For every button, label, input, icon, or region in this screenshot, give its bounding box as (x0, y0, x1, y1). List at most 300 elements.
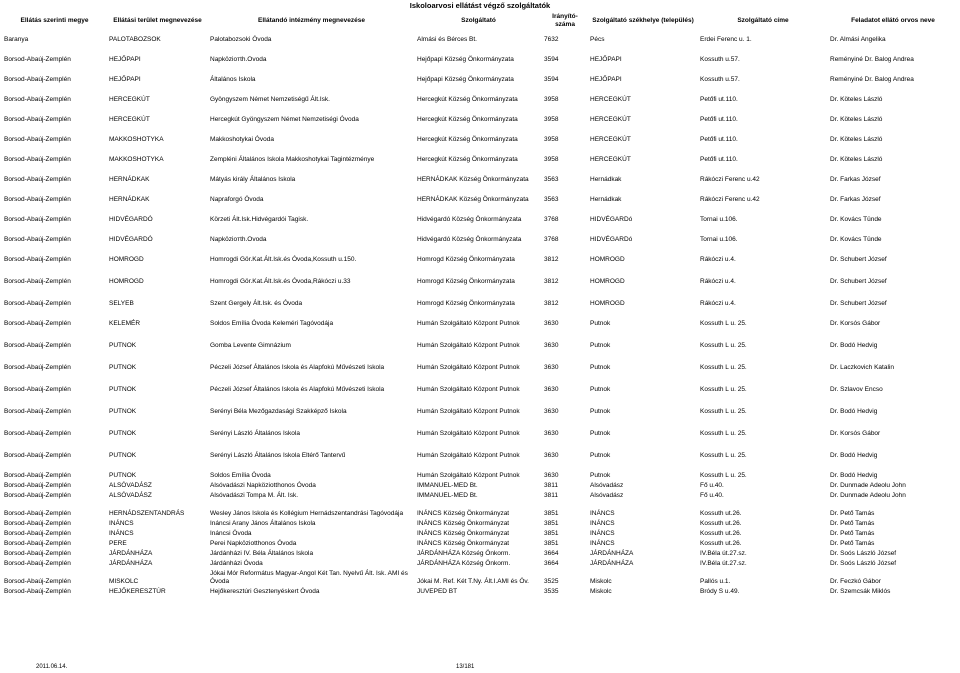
cell-seat: Putnok (588, 460, 698, 480)
cell-institution: Homrogdi Gör.Kat.Ált.Isk.és Óvoda,Kossuth u.150. (208, 244, 415, 264)
cell-provider: Hercegkút Község Önkormányzata (415, 124, 542, 144)
cell-seat: JÁRDÁNHÁZA (588, 548, 698, 558)
cell-seat: Putnok (588, 372, 698, 394)
cell-county: Borsod-Abaúj-Zemplén (2, 518, 107, 528)
cell-provider: Hejőpapi Község Önkormányzata (415, 64, 542, 84)
cell-zip: 3563 (542, 184, 588, 204)
cell-county: Borsod-Abaúj-Zemplén (2, 372, 107, 394)
cell-doctor: Dr. Korsós Gábor (828, 416, 958, 438)
cell-area: HEJŐKERESZTÚR (107, 586, 208, 596)
cell-doctor: Dr. Bodó Hedvig (828, 460, 958, 480)
table-row (2, 490, 958, 500)
cell-doctor: Dr. Schubert József (828, 286, 958, 308)
cell-area: HIDVÉGARDÓ (107, 224, 208, 244)
cell-county: Borsod-Abaúj-Zemplén (2, 538, 107, 548)
cell-zip: 3594 (542, 44, 588, 64)
table-row (2, 528, 958, 538)
cell-zip: 3958 (542, 144, 588, 164)
table-row (2, 372, 958, 394)
cell-county: Borsod-Abaúj-Zemplén (2, 124, 107, 144)
cell-address: Rákóczi Ferenc u.42 (698, 184, 828, 204)
cell-provider: Hidvégardó Község Önkormányzata (415, 204, 542, 224)
table-row (2, 164, 958, 184)
cell-institution: Perei Napköziotthonos Óvoda (208, 538, 415, 548)
table-row (2, 394, 958, 416)
cell-provider: Hidvégardó Község Önkormányzata (415, 224, 542, 244)
cell-zip: 3812 (542, 286, 588, 308)
cell-area: INÁNCS (107, 518, 208, 528)
cell-area: SELYEB (107, 286, 208, 308)
table-row (2, 500, 958, 518)
cell-seat: INÁNCS (588, 518, 698, 528)
cell-doctor: Dr. Soós László József (828, 548, 958, 558)
cell-seat: INÁNCS (588, 500, 698, 518)
cell-area: ALSÓVADÁSZ (107, 490, 208, 500)
col-header-zip: Irányító-száma (552, 13, 578, 28)
cell-doctor: Dr. Laczkovich Katalin (828, 350, 958, 372)
cell-zip: 3851 (542, 528, 588, 538)
cell-provider: HERNÁDKAK Község Önkormányzata (415, 164, 542, 184)
cell-seat: Putnok (588, 438, 698, 460)
table-row (2, 204, 958, 224)
cell-doctor: Dr. Farkas József (828, 164, 958, 184)
cell-institution: Jókai Mór Református Magyar-Angol Két Tan. Nyelvű Ált. Isk. AMI és Óvoda (208, 568, 415, 586)
cell-county: Borsod-Abaúj-Zemplén (2, 548, 107, 558)
cell-address: Kossuth L u. 25. (698, 350, 828, 372)
cell-area: PALOTABOZSOK (107, 32, 208, 44)
cell-doctor: Dr. Farkas József (828, 184, 958, 204)
cell-institution: Járdánházi Óvoda (208, 558, 415, 568)
cell-zip: 3811 (542, 480, 588, 490)
cell-seat: HOMROGD (588, 286, 698, 308)
cell-area: PUTNOK (107, 438, 208, 460)
cell-county: Borsod-Abaúj-Zemplén (2, 204, 107, 224)
cell-institution: Serényi Béla Mezőgazdasági Szakképző Iskola (208, 394, 415, 416)
cell-zip: 3630 (542, 460, 588, 480)
cell-county: Borsod-Abaúj-Zemplén (2, 500, 107, 518)
cell-zip: 3768 (542, 204, 588, 224)
cell-doctor: Dr. Bodó Hedvig (828, 438, 958, 460)
cell-seat: Putnok (588, 308, 698, 328)
cell-doctor: Dr. Bodó Hedvig (828, 328, 958, 350)
cell-provider: Homrogd Község Önkormányzata (415, 264, 542, 286)
cell-institution: Gyöngyszem Német Nemzetiségű Ált.Isk. (208, 84, 415, 104)
cell-provider: Humán Szolgáltató Központ Putnok (415, 416, 542, 438)
cell-provider: IMMANUEL-MED Bt. (415, 490, 542, 500)
cell-address: Tornai u.106. (698, 224, 828, 244)
table-row (2, 32, 958, 44)
cell-doctor: Dr. Feczkó Gábor (828, 568, 958, 586)
cell-institution: Alsóvadászi Tompa M. Ált. Isk. (208, 490, 415, 500)
cell-seat: INÁNCS (588, 528, 698, 538)
cell-address: Rákóczi Ferenc u.42 (698, 164, 828, 184)
cell-institution: Mátyás király Általános Iskola (208, 164, 415, 184)
cell-zip: 3630 (542, 394, 588, 416)
cell-institution: Palotabozsoki Óvoda (208, 32, 415, 44)
cell-institution: Szent Gergely Ált.Isk. és Óvoda (208, 286, 415, 308)
table-row (2, 416, 958, 438)
cell-county: Borsod-Abaúj-Zemplén (2, 586, 107, 596)
cell-address: Erdei Ferenc u. 1. (698, 32, 828, 44)
cell-address: Kossuth L u. 25. (698, 416, 828, 438)
cell-provider: Homrogd Község Önkormányzata (415, 244, 542, 264)
cell-provider: Jókai M. Ref. Két T.Ny. Ált.I.AMI és Óv. (415, 568, 542, 586)
cell-seat: Pécs (588, 32, 698, 44)
cell-area: PUTNOK (107, 460, 208, 480)
cell-institution: Wesley János Iskola és Kollégium Hernádszentandrási Tagóvodája (208, 500, 415, 518)
cell-county: Borsod-Abaúj-Zemplén (2, 264, 107, 286)
cell-seat: Putnok (588, 416, 698, 438)
cell-zip: 3664 (542, 548, 588, 558)
table-row (2, 438, 958, 460)
footer-date: 2011.06.14. (36, 664, 68, 670)
table-row (2, 144, 958, 164)
cell-area: MAKKOSHOTYKA (107, 144, 208, 164)
cell-area: HEJŐPAPI (107, 44, 208, 64)
cell-institution: Péczeli József Általános Iskola és Alapfokú Művészeti Iskola (208, 372, 415, 394)
cell-seat: HIDVÉGARDó (588, 204, 698, 224)
cell-address: Tornai u.106. (698, 204, 828, 224)
cell-institution: Körzeti Ált.Isk.Hidvégardói Tagisk. (208, 204, 415, 224)
header-row (2, 10, 958, 32)
cell-area: HEJŐPAPI (107, 64, 208, 84)
cell-institution: Általános Iskola (208, 64, 415, 84)
cell-address: Kossuth ut.26. (698, 500, 828, 518)
cell-address: Bródy S u.49. (698, 586, 828, 596)
cell-zip: 3958 (542, 84, 588, 104)
cell-institution: Serényi László Általános Iskola (208, 416, 415, 438)
table-row (2, 568, 958, 586)
cell-provider: Hercegkút Község Önkormányzata (415, 84, 542, 104)
cell-area: HERNÁDSZENTANDRÁS (107, 500, 208, 518)
cell-doctor: Dr. Kovács Tünde (828, 204, 958, 224)
cell-institution: Járdánházi IV. Béla Általános Iskola (208, 548, 415, 558)
cell-address: Kossuth L u. 25. (698, 328, 828, 350)
cell-zip: 7632 (542, 32, 588, 44)
cell-doctor: Dr. Pető Tamás (828, 528, 958, 538)
table-row (2, 124, 958, 144)
cell-seat: JÁRDÁNHÁZA (588, 558, 698, 568)
cell-county: Borsod-Abaúj-Zemplén (2, 44, 107, 64)
cell-zip: 3958 (542, 124, 588, 144)
cell-provider: Almási és Bérces Bt. (415, 32, 542, 44)
cell-county: Borsod-Abaúj-Zemplén (2, 460, 107, 480)
cell-area: JÁRDÁNHÁZA (107, 548, 208, 558)
table-row (2, 44, 958, 64)
cell-county: Borsod-Abaúj-Zemplén (2, 490, 107, 500)
cell-zip: 3630 (542, 308, 588, 328)
cell-zip: 3630 (542, 416, 588, 438)
cell-doctor: Dr. Pető Tamás (828, 500, 958, 518)
cell-area: HERCEGKÚT (107, 104, 208, 124)
cell-zip: 3525 (542, 568, 588, 586)
cell-address: Rákóczi u.4. (698, 264, 828, 286)
cell-doctor: Dr. Szlavov Encso (828, 372, 958, 394)
col-header-doctor: Feladatot ellátó orvos neve (851, 17, 935, 24)
cell-zip: 3812 (542, 244, 588, 264)
cell-area: ALSÓVADÁSZ (107, 480, 208, 490)
cell-county: Baranya (2, 32, 107, 44)
cell-address: Kossuth u.57. (698, 64, 828, 84)
cell-provider: HERNÁDKAK Község Önkormányzata (415, 184, 542, 204)
cell-doctor: Dr. Köteles László (828, 144, 958, 164)
cell-provider: INÁNCS Község Önkormányzat (415, 500, 542, 518)
cell-seat: Putnok (588, 394, 698, 416)
cell-seat: Alsóvadász (588, 490, 698, 500)
cell-institution: Ináncsi Arany János Általános Iskola (208, 518, 415, 528)
cell-area: PUTNOK (107, 394, 208, 416)
cell-address: IV.Béla út.27.sz. (698, 558, 828, 568)
cell-provider: JÁRDÁNHÁZA Község Önkorm. (415, 548, 542, 558)
cell-doctor: Dr. Bodó Hedvig (828, 394, 958, 416)
cell-address: Rákóczi u.4. (698, 286, 828, 308)
cell-address: Kossuth L u. 25. (698, 372, 828, 394)
cell-area: HERNÁDKAK (107, 184, 208, 204)
cell-seat: Putnok (588, 328, 698, 350)
cell-seat: Hernádkak (588, 164, 698, 184)
cell-provider: IMMANUEL-MED Bt. (415, 480, 542, 490)
cell-zip: 3851 (542, 500, 588, 518)
cell-county: Borsod-Abaúj-Zemplén (2, 568, 107, 586)
cell-zip: 3594 (542, 64, 588, 84)
cell-area: PUTNOK (107, 372, 208, 394)
cell-seat: HOMROGD (588, 264, 698, 286)
cell-area: PUTNOK (107, 350, 208, 372)
cell-area: PUTNOK (107, 328, 208, 350)
table-row (2, 518, 958, 528)
cell-institution: Gomba Levente Gimnázium (208, 328, 415, 350)
cell-institution: Soldos Emília Óvoda Keleméri Tagóvodája (208, 308, 415, 328)
cell-county: Borsod-Abaúj-Zemplén (2, 224, 107, 244)
cell-county: Borsod-Abaúj-Zemplén (2, 558, 107, 568)
cell-address: Kossuth ut.26. (698, 528, 828, 538)
cell-provider: Hercegkút Község Önkormányzata (415, 144, 542, 164)
table-row (2, 224, 958, 244)
cell-doctor: Dr. Dunmade Adeolu John (828, 490, 958, 500)
cell-seat: HOMROGD (588, 244, 698, 264)
cell-provider: Homrogd Község Önkormányzata (415, 286, 542, 308)
cell-address: Fő u.40. (698, 480, 828, 490)
page-title: Iskoloarvosi ellátást végző szolgáltatók (409, 1, 551, 10)
cell-county: Borsod-Abaúj-Zemplén (2, 244, 107, 264)
cell-provider: Humán Szolgáltató Központ Putnok (415, 438, 542, 460)
cell-institution: Hercegkút Gyöngyszem Német Nemzetiségi Óvoda (208, 104, 415, 124)
cell-doctor: Dr. Köteles László (828, 104, 958, 124)
table-row (2, 244, 958, 264)
col-header-seat: Szolgáltató székhelye (település) (592, 17, 694, 24)
cell-area: HIDVÉGARDÓ (107, 204, 208, 224)
cell-area: PUTNOK (107, 416, 208, 438)
cell-zip: 3851 (542, 538, 588, 548)
cell-county: Borsod-Abaúj-Zemplén (2, 144, 107, 164)
cell-doctor: Dr. Köteles László (828, 124, 958, 144)
cell-area: HOMROGD (107, 264, 208, 286)
cell-zip: 3958 (542, 104, 588, 124)
cell-county: Borsod-Abaúj-Zemplén (2, 84, 107, 104)
cell-address: IV.Béla út.27.sz. (698, 548, 828, 558)
col-header-county: Ellátás szerinti megye (20, 17, 89, 24)
cell-provider: Hercegkút Község Önkormányzata (415, 104, 542, 124)
cell-county: Borsod-Abaúj-Zemplén (2, 64, 107, 84)
cell-county: Borsod-Abaúj-Zemplén (2, 438, 107, 460)
cell-seat: HERCEGKÚT (588, 84, 698, 104)
cell-doctor: Dr. Soós László József (828, 558, 958, 568)
table-row (2, 558, 958, 568)
cell-county: Borsod-Abaúj-Zemplén (2, 286, 107, 308)
cell-zip: 3812 (542, 264, 588, 286)
cell-institution: Napközioтth.Ovoda (208, 44, 415, 64)
cell-institution: Soldos Emília Óvoda (208, 460, 415, 480)
col-header-area: Ellátási terület megnevezése (113, 17, 202, 24)
cell-institution: Ináncsi Óvoda (208, 528, 415, 538)
cell-area: HERNÁDKAK (107, 164, 208, 184)
cell-zip: 3630 (542, 438, 588, 460)
cell-provider: INÁNCS Község Önkormányzat (415, 528, 542, 538)
table-row (2, 460, 958, 480)
cell-seat: Miskolc (588, 568, 698, 586)
cell-provider: Humán Szolgáltató Központ Putnok (415, 394, 542, 416)
cell-address: Kossuth u.57. (698, 44, 828, 64)
cell-institution: Alsóvadászi Napköziotthonos Óvoda (208, 480, 415, 490)
cell-area: MAKKOSHOTYKA (107, 124, 208, 144)
cell-seat: HEJŐPAPI (588, 64, 698, 84)
cell-doctor: Dr. Schubert József (828, 244, 958, 264)
cell-zip: 3811 (542, 490, 588, 500)
cell-doctor: Dr. Pető Tamás (828, 518, 958, 528)
cell-area: HERCEGKÚT (107, 84, 208, 104)
cell-provider: Hejőpapi Község Önkormányzata (415, 44, 542, 64)
cell-doctor: Dr. Almási Angelika (828, 32, 958, 44)
cell-address: Kossuth L u. 25. (698, 308, 828, 328)
cell-seat: HEJŐPAPI (588, 44, 698, 64)
cell-address: Kossuth L u. 25. (698, 394, 828, 416)
table-row (2, 548, 958, 558)
cell-seat: Miskolc (588, 586, 698, 596)
cell-provider: Humán Szolgáltató Központ Putnok (415, 328, 542, 350)
cell-provider: JUVEPED BT (415, 586, 542, 596)
col-header-provider: Szolgáltató (461, 17, 496, 24)
cell-seat: Alsóvadász (588, 480, 698, 490)
cell-zip: 3630 (542, 372, 588, 394)
table-row (2, 586, 958, 596)
cell-provider: INÁNCS Község Önkormányzat (415, 538, 542, 548)
cell-seat: HERCEGKÚT (588, 104, 698, 124)
col-header-institution: Ellátandó intézmény megnevezése (258, 17, 365, 24)
table-row (2, 84, 958, 104)
table-row (2, 104, 958, 124)
cell-county: Borsod-Abaúj-Zemplén (2, 328, 107, 350)
cell-address: Kossuth L u. 25. (698, 438, 828, 460)
cell-zip: 3630 (542, 328, 588, 350)
cell-zip: 3630 (542, 350, 588, 372)
col-header-address: Szolgáltató címe (737, 17, 789, 24)
cell-county: Borsod-Abaúj-Zemplén (2, 104, 107, 124)
cell-seat: HERCEGKÚT (588, 124, 698, 144)
cell-institution: Napraforgó Óvoda (208, 184, 415, 204)
cell-seat: Putnok (588, 350, 698, 372)
cell-address: Fő u.40. (698, 490, 828, 500)
cell-institution: Hejőkeresztúri Gesztenyéskert Óvoda (208, 586, 415, 596)
table-row (2, 538, 958, 548)
cell-address: Kossuth L u. 25. (698, 460, 828, 480)
cell-provider: JÁRDÁNHÁZA Község Önkorm. (415, 558, 542, 568)
cell-address: Rákóczi u.4. (698, 244, 828, 264)
cell-county: Borsod-Abaúj-Zemplén (2, 184, 107, 204)
page-number: 13/181 (456, 664, 475, 670)
cell-area: KELEMÉR (107, 308, 208, 328)
cell-county: Borsod-Abaúj-Zemplén (2, 416, 107, 438)
table-row (2, 64, 958, 84)
provider-table (2, 10, 958, 597)
cell-area: PERE (107, 538, 208, 548)
cell-address: Petőfi ut.110. (698, 84, 828, 104)
cell-address: Petőfi ut.110. (698, 144, 828, 164)
cell-county: Borsod-Abaúj-Zemplén (2, 164, 107, 184)
cell-zip: 3563 (542, 164, 588, 184)
cell-doctor: Dr. Szemcsák Miklós (828, 586, 958, 596)
table-row (2, 308, 958, 328)
cell-address: Kossuth ut.26. (698, 538, 828, 548)
cell-county: Borsod-Abaúj-Zemplén (2, 308, 107, 328)
cell-doctor: Dr. Korsós Gábor (828, 308, 958, 328)
cell-institution: Homrogdi Gör.Kat.Ált.Isk.és Óvoda,Rákóczi u.33 (208, 264, 415, 286)
cell-area: MISKOLC (107, 568, 208, 586)
cell-doctor: Reményiné Dr. Balog Andrea (828, 64, 958, 84)
cell-doctor: Reményiné Dr. Balog Andrea (828, 44, 958, 64)
cell-provider: INÁNCS Község Önkormányzat (415, 518, 542, 528)
cell-provider: Humán Szolgáltató Központ Putnok (415, 308, 542, 328)
table-row (2, 264, 958, 286)
cell-address: Pallós u.1. (698, 568, 828, 586)
table-row (2, 184, 958, 204)
cell-area: HOMROGD (107, 244, 208, 264)
table-row (2, 286, 958, 308)
cell-provider: Humán Szolgáltató Központ Putnok (415, 460, 542, 480)
cell-seat: HIDVÉGARDó (588, 224, 698, 244)
cell-doctor: Dr. Pető Tamás (828, 538, 958, 548)
cell-county: Borsod-Abaúj-Zemplén (2, 480, 107, 490)
cell-institution: Serényi László Általános Iskola Eltérő Tantervű (208, 438, 415, 460)
table-row (2, 480, 958, 490)
cell-institution: Makkoshotykai Óvoda (208, 124, 415, 144)
table-row (2, 350, 958, 372)
table-row (2, 328, 958, 350)
cell-institution: Zempléni Általános Iskola Makkoshotykai Tagintézménye (208, 144, 415, 164)
cell-county: Borsod-Abaúj-Zemplén (2, 528, 107, 538)
cell-doctor: Dr. Köteles László (828, 84, 958, 104)
cell-zip: 3851 (542, 518, 588, 528)
cell-county: Borsod-Abaúj-Zemplén (2, 350, 107, 372)
cell-area: JÁRDÁNHÁZA (107, 558, 208, 568)
cell-provider: Humán Szolgáltató Központ Putnok (415, 350, 542, 372)
cell-address: Petőfi ut.110. (698, 104, 828, 124)
cell-county: Borsod-Abaúj-Zemplén (2, 394, 107, 416)
cell-seat: INÁNCS (588, 538, 698, 548)
cell-doctor: Dr. Dunmade Adeolu John (828, 480, 958, 490)
cell-address: Petőfi ut.110. (698, 124, 828, 144)
cell-zip: 3664 (542, 558, 588, 568)
cell-zip: 3535 (542, 586, 588, 596)
cell-area: INÁNCS (107, 528, 208, 538)
cell-seat: Hernádkak (588, 184, 698, 204)
cell-provider: Humán Szolgáltató Központ Putnok (415, 372, 542, 394)
cell-doctor: Dr. Schubert József (828, 264, 958, 286)
cell-seat: HERCEGKÚT (588, 144, 698, 164)
cell-institution: Napközioтth.Ovoda (208, 224, 415, 244)
cell-address: Kossuth ut.26. (698, 518, 828, 528)
cell-institution: Péczeli József Általános Iskola és Alapfokú Művészeti Iskola (208, 350, 415, 372)
cell-doctor: Dr. Kovács Tünde (828, 224, 958, 244)
